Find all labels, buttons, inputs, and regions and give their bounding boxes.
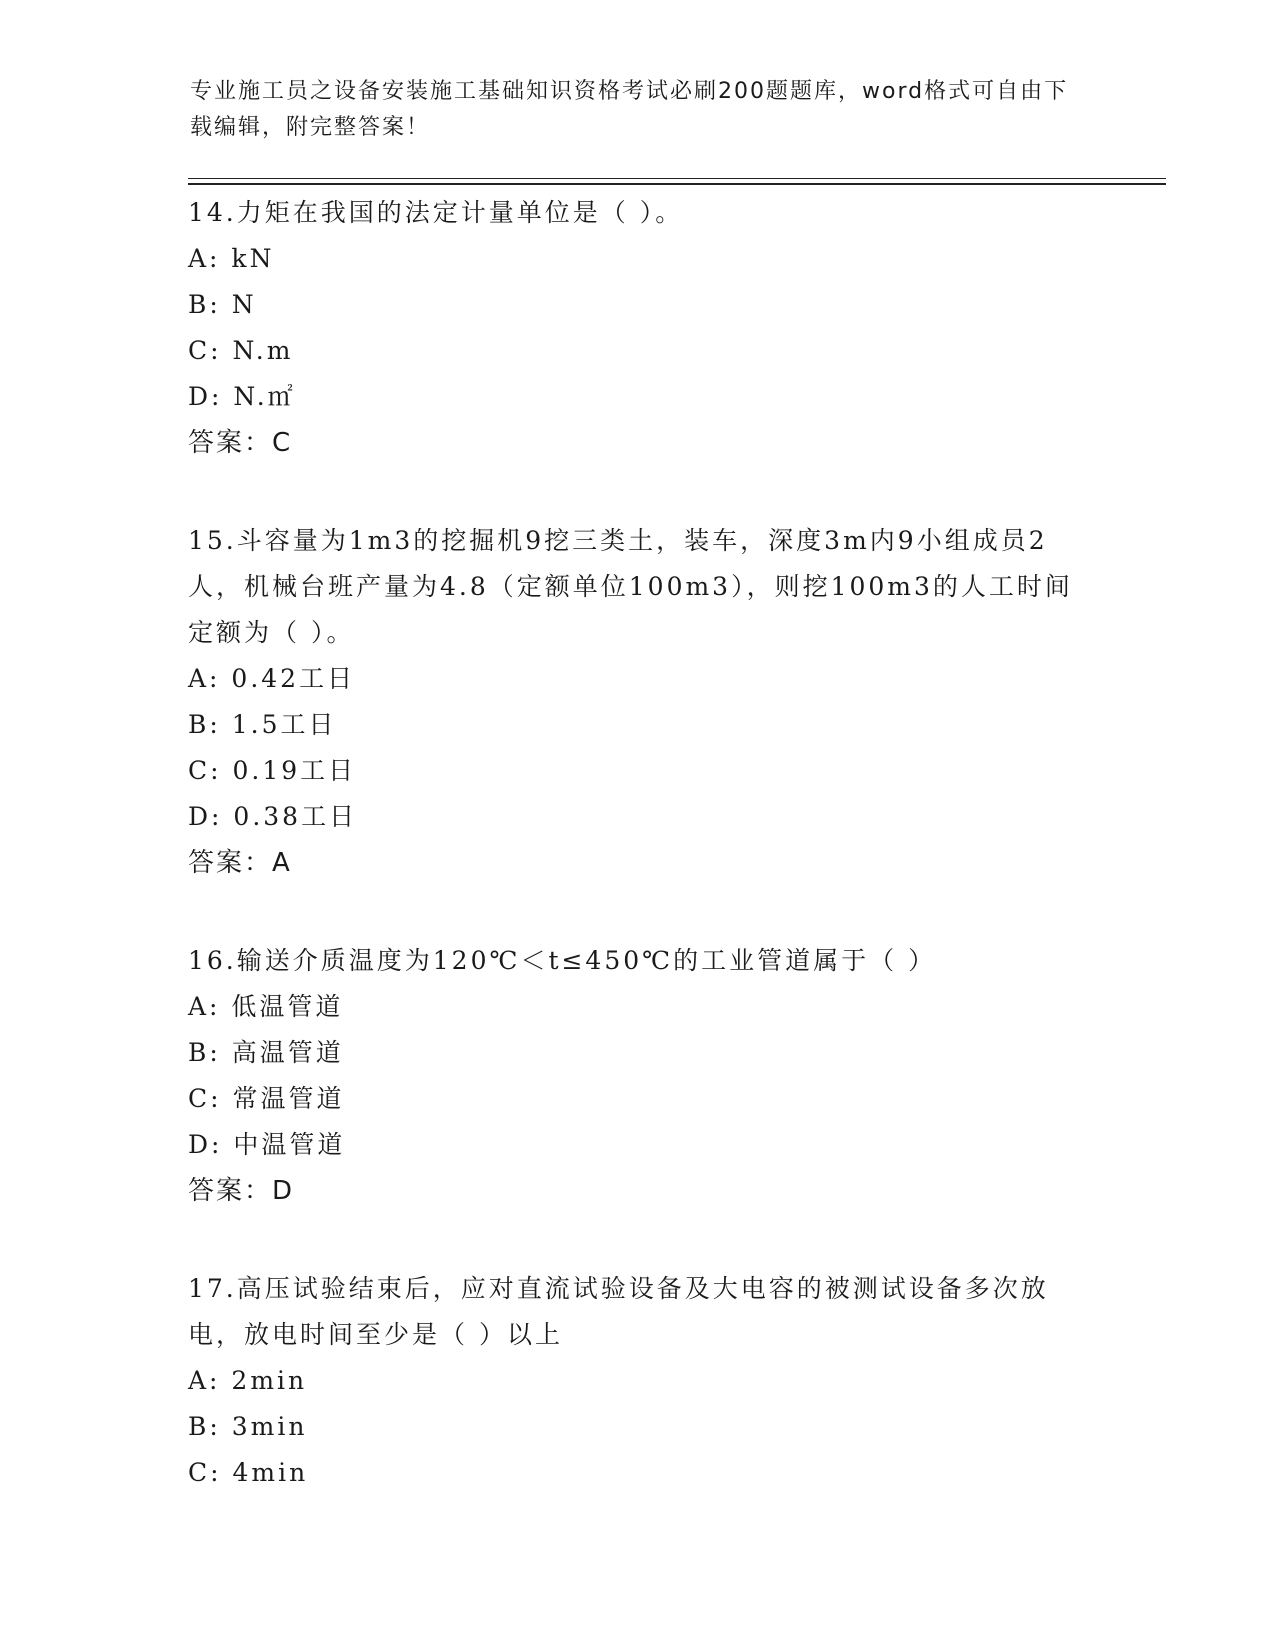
option-b: B: 1.5工日 [188, 710, 337, 739]
option-b: B: 3min [188, 1412, 308, 1441]
spacer [188, 1214, 1088, 1266]
spacer [188, 466, 1088, 518]
option-c: C: N.m [188, 336, 294, 365]
option-d: D: N.㎡ [188, 382, 296, 411]
header-divider-thin [188, 178, 1166, 179]
answer-line: 答案：D [188, 1176, 295, 1206]
document-title: 专业施工员之设备安装施工基础知识资格考试必刷200题题库，word格式可自由下载编辑，附完整答案！ [190, 79, 1069, 140]
option-c: C: 0.19工日 [188, 756, 357, 785]
option-a: A: 0.42工日 [188, 664, 356, 693]
option-a: A: 低温管道 [188, 992, 344, 1021]
option-d: D: 0.38工日 [188, 802, 358, 831]
option-b: B: N [188, 290, 257, 319]
question-stem: 16.输送介质温度为120℃＜t≤450℃的工业管道属于（ ） [188, 946, 937, 975]
question-17 [188, 1266, 1088, 1496]
option-a: A: kN [188, 244, 275, 273]
option-d: D: 中温管道 [188, 1130, 346, 1159]
question-list [188, 190, 1088, 1496]
question-15 [188, 518, 1088, 886]
answer-line: 答案：C [188, 428, 293, 458]
header-divider-thick [188, 183, 1166, 185]
question-stem: 17.高压试验结束后，应对直流试验设备及大电容的被测试设备多次放电，放电时间至少是（ ）以上 [188, 1274, 1049, 1349]
option-b: B: 高温管道 [188, 1038, 344, 1067]
option-c: C: 4min [188, 1458, 309, 1487]
question-16 [188, 938, 1088, 1214]
question-14 [188, 190, 1088, 466]
option-c: C: 常温管道 [188, 1084, 345, 1113]
spacer [188, 886, 1088, 938]
option-a: A: 2min [188, 1366, 308, 1395]
question-stem: 15.斗容量为1m3的挖掘机9挖三类土，装车，深度3m内9小组成员2人，机械台班产量为4.8（定额单位100m3），则挖100m3的人工时间定额为（ ）。 [188, 526, 1073, 647]
answer-line: 答案：A [188, 848, 292, 878]
question-stem: 14.力矩在我国的法定计量单位是（ ）。 [188, 198, 684, 227]
